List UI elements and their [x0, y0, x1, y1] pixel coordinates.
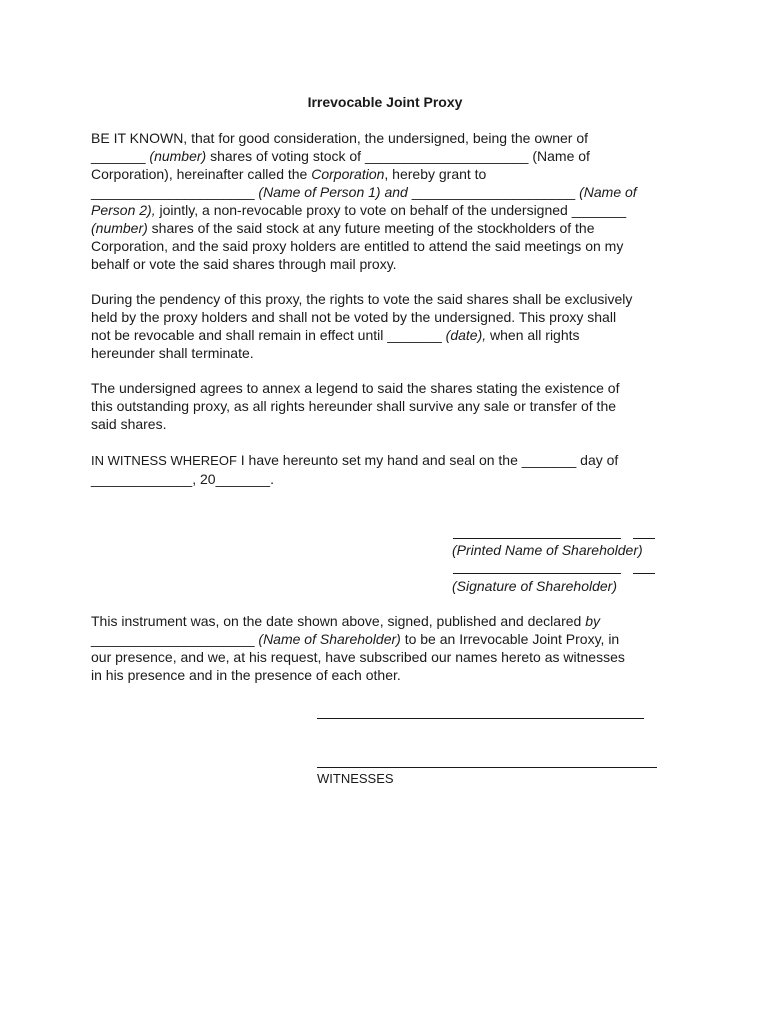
- witness-line: [317, 767, 657, 768]
- signature-line: [453, 573, 621, 574]
- blank-field: _____________________: [91, 184, 255, 200]
- text-line: our presence, and we, at his request, have subscribed our names hereto as witnesses: [91, 649, 625, 665]
- text-line: Corporation, and the said proxy holders are entitled to attend the said meetings on my: [91, 238, 624, 254]
- text-fragment: day of: [576, 452, 619, 468]
- text-line: [91, 470, 691, 488]
- paragraph-attestation: [91, 612, 691, 684]
- text-fragment: shares of the said stock at any future meeting of the stockholders of the: [147, 220, 595, 236]
- blank-field: _______: [571, 202, 627, 218]
- printed-name-label: (Printed Name of Shareholder): [452, 542, 643, 558]
- text-line: During the pendency of this proxy, the rights to vote the said shares shall be exclusively: [91, 291, 633, 307]
- text-fragment: Corporation), hereinafter called the: [91, 166, 312, 182]
- field-hint: (number): [91, 220, 148, 236]
- text-fragment: when all rights: [486, 327, 580, 343]
- witnesses-label: WITNESSES: [317, 771, 394, 786]
- field-hint: (number): [145, 148, 207, 164]
- blank-field: _______: [521, 452, 577, 468]
- blank-field: _______: [215, 471, 271, 487]
- printed-name-line: [633, 538, 655, 539]
- witness-line: [317, 718, 644, 719]
- text-fragment: not be revocable and shall remain in effect until: [91, 327, 388, 343]
- field-hint: (Name of Shareholder): [254, 631, 401, 647]
- text-fragment: jointly, a non-revocable proxy to vote on behalf of the undersigned: [155, 202, 572, 218]
- text-fragment: , hereby grant to: [384, 166, 487, 182]
- text-fragment: shares of voting stock of: [206, 148, 365, 164]
- text-line: [91, 165, 691, 183]
- text-fragment: , 20: [192, 471, 216, 487]
- text-line: behalf or vote the said shares through mail proxy.: [91, 256, 397, 272]
- document-title: Irrevocable Joint Proxy: [307, 94, 463, 110]
- paragraph-grant: [91, 129, 691, 273]
- text-fragment: .: [270, 471, 274, 487]
- blank-field: _____________: [91, 471, 193, 487]
- text-line: held by the proxy holders and shall not be voted by the undersigned. This proxy shall: [91, 309, 617, 325]
- text-line: in his presence and in the presence of each other.: [91, 667, 401, 683]
- blank-field: _____________________: [364, 148, 529, 164]
- text-fragment: to be an Irrevocable Joint Proxy, in: [400, 631, 620, 647]
- blank-field: _____________________: [411, 184, 576, 200]
- text-line: hereunder shall terminate.: [91, 345, 254, 361]
- text-fragment: This instrument was, on the date shown above, signed, published and declared: [91, 613, 586, 629]
- paragraph-witness-whereof: [91, 451, 691, 488]
- blank-field: _______: [387, 327, 442, 343]
- field-hint: Person 2),: [91, 202, 156, 218]
- field-hint: by: [585, 613, 600, 629]
- text-line: The undersigned agrees to annex a legend to said the shares stating the existence of: [91, 380, 620, 396]
- text-line: [91, 630, 691, 648]
- printed-name-line: [453, 538, 621, 539]
- field-hint: Corporation: [311, 166, 385, 182]
- text-line: [91, 451, 691, 470]
- text-line: [91, 219, 691, 237]
- text-line: said shares.: [91, 416, 167, 432]
- field-hint: (Name of Person 1) and: [254, 184, 412, 200]
- signature-label: (Signature of Shareholder): [452, 578, 617, 594]
- field-hint: (Name of: [575, 184, 637, 200]
- blank-field: _____________________: [91, 631, 255, 647]
- paragraph-pendency: [91, 290, 691, 362]
- text-fragment: IN WITNESS WHEREOF: [91, 453, 237, 468]
- blank-field: _______: [91, 148, 146, 164]
- text-line: [91, 147, 691, 165]
- text-line: [91, 183, 691, 201]
- text-fragment: (Name of: [528, 148, 590, 164]
- text-line: BE IT KNOWN, that for good consideration, the undersigned, being the owner of: [91, 130, 589, 146]
- text-line: [91, 201, 691, 219]
- signature-line: [633, 573, 655, 574]
- text-fragment: I have hereunto set my hand and seal on the: [236, 452, 522, 468]
- text-line: this outstanding proxy, as all rights hereunder shall survive any sale or transfer of the: [91, 398, 617, 414]
- paragraph-legend: [91, 379, 691, 433]
- text-line: [91, 612, 691, 630]
- text-line: [91, 326, 691, 344]
- field-hint: (date),: [441, 327, 487, 343]
